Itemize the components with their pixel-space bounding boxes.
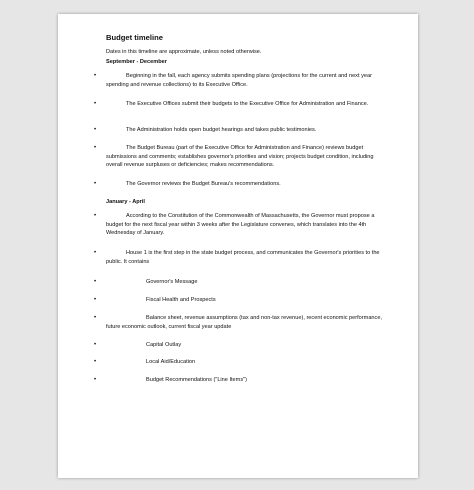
- sub-list-item-text: Governor's Message: [146, 279, 198, 285]
- sub-list-item-text: Budget Recommendations ("Line Items"): [146, 377, 247, 383]
- bullet: •: [94, 145, 97, 151]
- bullet: •: [94, 181, 97, 187]
- section-heading-jan-apr: January - April: [106, 199, 145, 205]
- bullet: •: [94, 127, 97, 133]
- bullet: •: [94, 279, 97, 285]
- section-heading-sep-dec: September - December: [106, 59, 167, 65]
- bullet: •: [94, 73, 97, 79]
- bullet: •: [94, 297, 97, 303]
- list-item-text: According to the Constitution of the Commonwealth of Massachusetts, the Governor must propose a budget for the next fiscal year within 3 weeks after the Legislature convenes, which translates into the 4th Wednesday of January.: [106, 213, 375, 237]
- document-title: Budget timeline: [106, 33, 163, 42]
- document-page: [58, 14, 418, 478]
- sub-list-item-text: Fiscal Health and Prospects: [146, 297, 216, 303]
- list-item-text: House 1 is the first step in the state budget process, and communicates the Governor's priorities to the public. It contains: [106, 250, 380, 265]
- bullet: •: [94, 213, 97, 219]
- sub-list-item-text: Balance sheet, revenue assumptions (tax and non-tax revenue), recent economic performance, future economic outlook, current fiscal year update: [106, 315, 382, 330]
- list-item-text: The Administration holds open budget hearings and takes public testimonies.: [126, 127, 317, 133]
- sub-list-item-text: Capital Outlay: [146, 342, 182, 348]
- list-item-text: Beginning in the fall, each agency submits spending plans (projections for the current and next year spending and revenue collections) to its Executive Office.: [106, 73, 372, 88]
- list-item-text: The Governor reviews the Budget Bureau's recommendations.: [126, 181, 281, 187]
- sub-list-item-text: Local Aid/Education: [146, 359, 196, 365]
- bullet: •: [94, 315, 97, 321]
- list-item-text: The Budget Bureau (part of the Executive Office for Administration and Finance) reviews budget submissions and comments; establishes governor's priorities and vision; projects budget condition, including overall revenue surpluses or deficiencies; makes recommendations.: [106, 145, 374, 169]
- bullet: •: [94, 101, 97, 107]
- intro-text: Dates in this timeline are approximate, unless noted otherwise.: [106, 49, 262, 55]
- bullet: •: [94, 359, 97, 365]
- bullet: •: [94, 377, 97, 383]
- list-item-text: The Executive Offices submit their budgets to the Executive Office for Administration and Finance.: [126, 101, 369, 107]
- bullet: •: [94, 250, 97, 256]
- document-content: [58, 14, 418, 478]
- bullet: •: [94, 342, 97, 348]
